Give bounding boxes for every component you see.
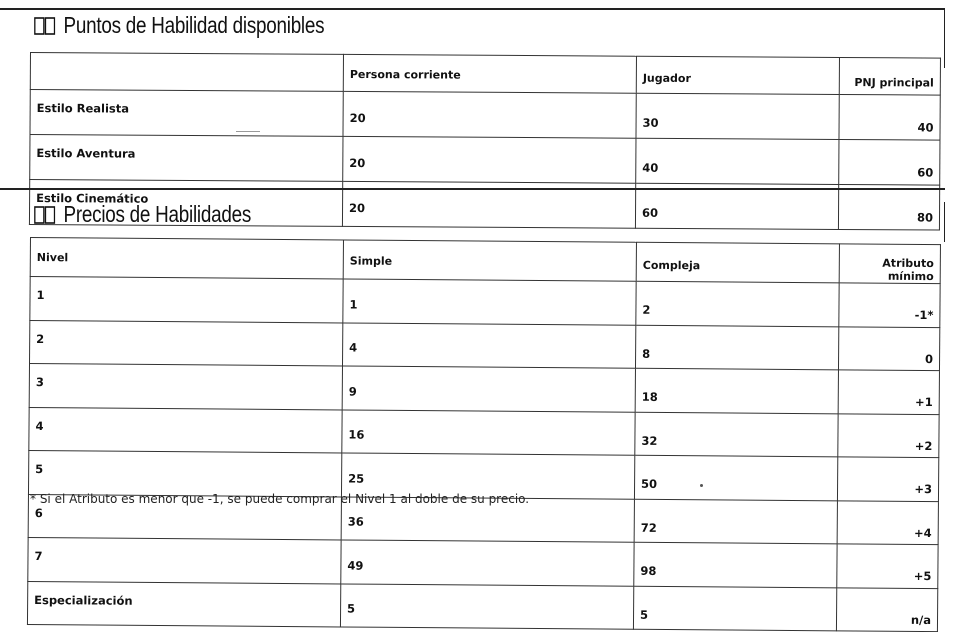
column-header: Jugador: [636, 56, 839, 94]
column-header: Compleja: [636, 242, 839, 283]
table-cell: 5: [28, 450, 341, 496]
table-cell: 2: [636, 281, 839, 326]
table-cell: +1: [838, 370, 939, 414]
table-cell: 25: [341, 453, 634, 499]
column-header: [30, 53, 343, 92]
column-header: Simple: [343, 240, 636, 281]
table-cell: +5: [837, 544, 938, 588]
table-cell: 5: [633, 586, 836, 631]
table-cell: 36: [341, 496, 634, 542]
table-cell: 16: [342, 409, 635, 455]
table-cell: 32: [635, 412, 838, 457]
table-cell: 98: [634, 542, 837, 587]
section-heading: [34, 12, 324, 39]
table-cell: 1: [343, 279, 636, 325]
table-cell: n/a: [836, 587, 937, 631]
table-row: [30, 320, 940, 371]
table-cell: 9: [342, 366, 635, 412]
section-right-rule: [944, 8, 946, 68]
table-cell: 20: [343, 136, 636, 183]
table-cell: 4: [29, 407, 342, 453]
column-header: Nivel: [30, 238, 343, 279]
table-cell: 18: [635, 368, 838, 413]
table-cell: Estilo Aventura: [30, 135, 343, 182]
table-cell: 49: [341, 540, 634, 586]
section-heading: [34, 201, 251, 228]
table-row: [30, 277, 940, 328]
table-cell: +2: [838, 413, 939, 457]
table-cell: 7: [28, 537, 341, 583]
table-cell: 80: [838, 184, 939, 230]
table-row: [28, 537, 938, 588]
scan-artifact: [700, 484, 703, 487]
table-cell: 40: [839, 94, 940, 140]
table-cell: 60: [839, 139, 940, 185]
table-row: [29, 364, 939, 415]
table-cell: 5: [340, 583, 633, 629]
section-title: Puntos de Habilidad disponibles: [63, 12, 325, 38]
column-header: PNJ principal: [839, 57, 940, 95]
section-top-rule: [0, 188, 945, 190]
table-row: [27, 581, 937, 632]
table-cell: Especialización: [27, 581, 340, 627]
table-row: [30, 90, 940, 141]
table-cell: 20: [342, 181, 635, 228]
book-icon: [34, 206, 55, 224]
table-cell: +3: [837, 457, 938, 501]
table-cell: 6: [28, 494, 341, 540]
table-row: [30, 135, 940, 186]
table-cell: 50: [634, 455, 837, 500]
scan-artifact: [236, 131, 260, 132]
table-cell: 20: [343, 91, 636, 138]
book-icon: [34, 17, 55, 35]
section-right-rule: [944, 202, 946, 242]
section-top-rule: [0, 8, 945, 10]
table-cell: 72: [634, 499, 837, 544]
table-cell: +4: [837, 500, 938, 544]
footnote: * Si el Atributo es menor que -1, se puede comprar el Nivel 1 al doble de su precio.: [30, 492, 530, 506]
table-cell: 40: [636, 138, 839, 184]
table-cell: 4: [342, 322, 635, 368]
table-cell: 1: [30, 277, 343, 323]
column-header: Atributo mínimo: [839, 244, 940, 284]
section-title: Precios de Habilidades: [63, 201, 252, 227]
table-cell: 3: [29, 364, 342, 410]
table-cell: 30: [636, 93, 839, 139]
table-cell: -1*: [839, 283, 940, 327]
skill-prices-table: [27, 237, 941, 632]
table-row: [29, 407, 939, 458]
column-header: Persona corriente: [343, 54, 636, 93]
table-cell: 8: [635, 325, 838, 370]
table-header-row: [30, 53, 940, 96]
table-cell: 60: [635, 183, 838, 229]
table-cell: 2: [30, 320, 343, 366]
table-cell: Estilo Cinemático: [29, 180, 342, 227]
table-cell: 0: [838, 326, 939, 370]
table-cell: Estilo Realista: [30, 90, 343, 137]
